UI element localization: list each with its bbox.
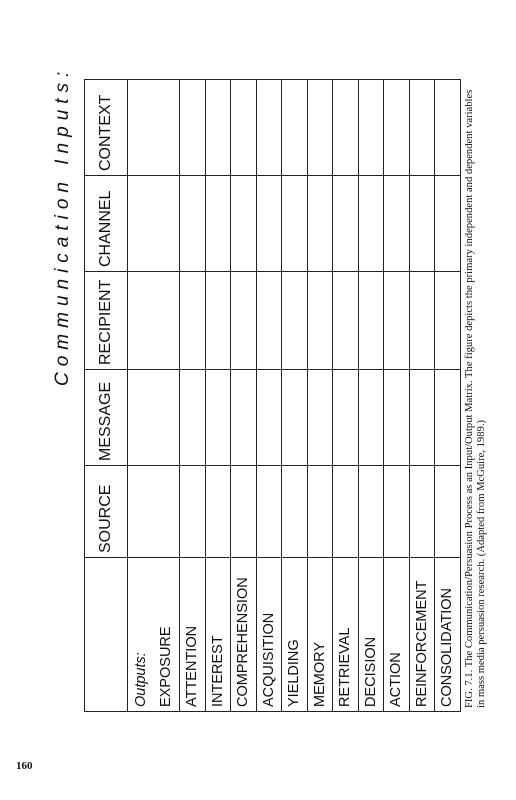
matrix-cell bbox=[128, 80, 154, 176]
output-label: ACTION bbox=[384, 558, 410, 712]
figure-caption bbox=[464, 88, 498, 708]
matrix-cell bbox=[205, 80, 231, 176]
matrix-cell bbox=[180, 176, 206, 272]
matrix-cell bbox=[409, 176, 435, 272]
outputs-label: Outputs: bbox=[128, 558, 154, 712]
matrix-cell bbox=[435, 272, 461, 370]
matrix-cell bbox=[180, 370, 206, 466]
matrix-cell bbox=[358, 370, 384, 466]
matrix-cell bbox=[435, 176, 461, 272]
input-output-matrix bbox=[84, 79, 461, 712]
matrix-cell bbox=[409, 80, 435, 176]
matrix-cell bbox=[282, 176, 308, 272]
matrix-cell bbox=[358, 176, 384, 272]
matrix-cell bbox=[333, 466, 359, 558]
matrix-cell bbox=[409, 370, 435, 466]
output-label: YIELDING bbox=[282, 558, 308, 712]
output-label: ACQUISITION bbox=[256, 558, 282, 712]
matrix-cell bbox=[358, 80, 384, 176]
header-row bbox=[85, 80, 128, 712]
matrix-cell bbox=[256, 370, 282, 466]
matrix-cell bbox=[154, 272, 180, 370]
matrix-cell bbox=[384, 370, 410, 466]
output-row bbox=[180, 80, 206, 712]
matrix-cell bbox=[282, 272, 308, 370]
matrix-cell bbox=[384, 466, 410, 558]
output-label: RETRIEVAL bbox=[333, 558, 359, 712]
output-label: REINFORCEMENT bbox=[409, 558, 435, 712]
matrix-cell bbox=[231, 370, 257, 466]
matrix-cell bbox=[256, 466, 282, 558]
matrix-cell bbox=[307, 272, 333, 370]
input-header: MESSAGE bbox=[85, 370, 128, 466]
outputs-label-row bbox=[128, 80, 154, 712]
inputs-heading bbox=[42, 65, 82, 712]
output-row bbox=[282, 80, 308, 712]
figure-matrix-rotated bbox=[42, 65, 456, 712]
matrix-cell bbox=[231, 466, 257, 558]
matrix-cell bbox=[435, 370, 461, 466]
page-number: 160 bbox=[16, 760, 33, 772]
matrix-cell bbox=[205, 272, 231, 370]
matrix-cell bbox=[256, 80, 282, 176]
matrix-cell bbox=[333, 80, 359, 176]
matrix-cell bbox=[256, 176, 282, 272]
matrix-cell bbox=[205, 466, 231, 558]
output-label: EXPOSURE bbox=[154, 558, 180, 712]
matrix-cell bbox=[307, 466, 333, 558]
matrix-cell bbox=[231, 272, 257, 370]
matrix-cell bbox=[307, 80, 333, 176]
output-label: DECISION bbox=[358, 558, 384, 712]
output-row bbox=[435, 80, 461, 712]
output-row bbox=[307, 80, 333, 712]
matrix-cell bbox=[128, 176, 154, 272]
output-label: COMPREHENSION bbox=[231, 558, 257, 712]
matrix-body bbox=[128, 80, 461, 712]
input-header: SOURCE bbox=[85, 466, 128, 558]
matrix-cell bbox=[128, 370, 154, 466]
matrix-cell bbox=[180, 272, 206, 370]
matrix-cell bbox=[282, 466, 308, 558]
matrix-cell bbox=[205, 370, 231, 466]
matrix-cell bbox=[128, 272, 154, 370]
matrix-cell bbox=[409, 272, 435, 370]
matrix-cell bbox=[307, 370, 333, 466]
output-label: INTEREST bbox=[205, 558, 231, 712]
output-row bbox=[358, 80, 384, 712]
inputs-heading-text: Communication Inputs: bbox=[52, 65, 73, 386]
matrix-cell bbox=[154, 466, 180, 558]
matrix-cell bbox=[180, 466, 206, 558]
matrix-cell bbox=[435, 80, 461, 176]
matrix-cell bbox=[205, 176, 231, 272]
output-label: MEMORY bbox=[307, 558, 333, 712]
matrix-cell bbox=[384, 176, 410, 272]
output-row bbox=[333, 80, 359, 712]
matrix-cell bbox=[333, 272, 359, 370]
matrix-cell bbox=[333, 176, 359, 272]
matrix-cell bbox=[333, 370, 359, 466]
matrix-cell bbox=[409, 466, 435, 558]
matrix-cell bbox=[307, 176, 333, 272]
matrix-cell bbox=[154, 370, 180, 466]
matrix-cell bbox=[435, 466, 461, 558]
output-label: CONSOLIDATION bbox=[435, 558, 461, 712]
matrix-cell bbox=[154, 80, 180, 176]
output-row bbox=[256, 80, 282, 712]
output-label: ATTENTION bbox=[180, 558, 206, 712]
caption-text: FIG. 7.1. The Communication/Persuasion Process as an Input/Output Matrix. The figure depicts the primary independent and dependent variables in mass media persuasion research. (Adapted from McGuire, 1989.) bbox=[464, 89, 487, 708]
output-row bbox=[409, 80, 435, 712]
matrix-cell bbox=[231, 80, 257, 176]
matrix-cell bbox=[384, 80, 410, 176]
matrix-cell bbox=[256, 272, 282, 370]
input-header: CONTEXT bbox=[85, 80, 128, 176]
output-row bbox=[205, 80, 231, 712]
input-header: RECIPIENT bbox=[85, 272, 128, 370]
output-row bbox=[384, 80, 410, 712]
matrix-cell bbox=[128, 466, 154, 558]
output-row bbox=[231, 80, 257, 712]
matrix-cell bbox=[358, 272, 384, 370]
matrix-cell bbox=[282, 370, 308, 466]
matrix-cell bbox=[282, 80, 308, 176]
input-header: CHANNEL bbox=[85, 176, 128, 272]
matrix-cell bbox=[154, 176, 180, 272]
matrix-cell bbox=[384, 272, 410, 370]
corner-cell bbox=[85, 558, 128, 712]
matrix-cell bbox=[358, 466, 384, 558]
matrix-cell bbox=[231, 176, 257, 272]
matrix-cell bbox=[180, 80, 206, 176]
output-row bbox=[154, 80, 180, 712]
